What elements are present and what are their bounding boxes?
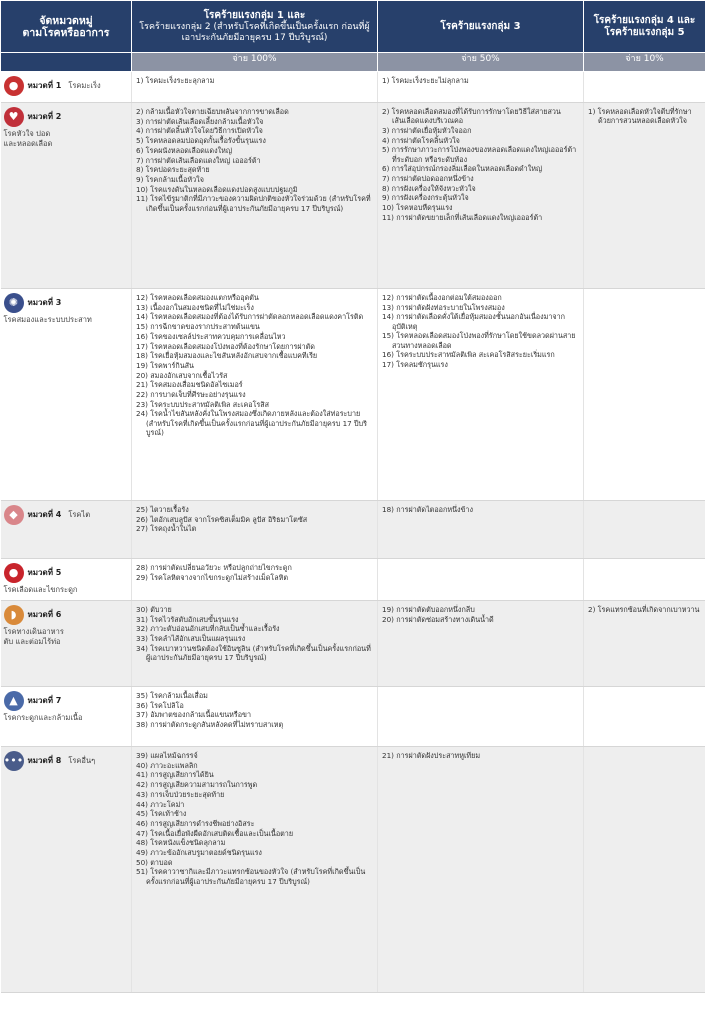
illness-item: 11) โรคไข้รูมาติกที่มีภาวะของความผิดปกติของหัวใจร่วมด้วย (สำหรับโรคที่เกิดขึ้นเป็นครั้งแรกก่อนที่ผู้เอาประกันภัยมีอายุครบ 17 ปีบริบูรณ์): [136, 194, 371, 213]
illness-item: 10) โรคแรงดันในหลอดเลือดแดงปอดสูงแบบปฐมภูมิ: [136, 184, 298, 194]
illness-list: [382, 107, 579, 222]
illness-list: [136, 751, 373, 886]
illness-list-cell-2: [378, 747, 584, 993]
illness-item: 6) การใส่อุปกรณ์กรองลิ่มเลือดในหลอดเลือดดำใหญ่: [382, 164, 543, 174]
illness-item: 13) การผ่าตัดฝังท่อระบายในโพรงสมอง: [382, 302, 505, 312]
illness-item: 39) แผลไหม้ฉกรรจ์: [136, 751, 198, 760]
category-name: หมวดที่ 3: [27, 298, 62, 308]
header-category: จัดหมวดหมู่ ตามโรคหรืออาการ: [1, 1, 132, 53]
illness-item: 9) โรคกล้ามเนื้อหัวใจ: [136, 174, 204, 184]
illness-list-cell-3: [584, 687, 705, 747]
illness-item: 8) การฝังเครื่องให้จังหวะหัวใจ: [382, 183, 476, 193]
illness-list-cell-1: [132, 501, 378, 559]
category-cell: [1, 687, 132, 747]
illness-item: 1) โรคมะเร็งระยะลุกลาม: [136, 76, 215, 85]
illness-item: 17) โรคลมชักรุนแรง: [382, 359, 448, 369]
illness-item: 19) การผ่าตัดตับออกหนึ่งกลีบ: [382, 605, 475, 614]
illness-list: [382, 76, 579, 85]
illness-item: 16) โรคระบบประสาทมัลติเพิล สะเคอโรสิสระยะเริ่มแรก: [382, 350, 555, 360]
header-group-1-2-sub: โรคร้ายแรงกลุ่ม 2 (สำหรับโรคที่เกิดขึ้นเป็นครั้งแรก ก่อนที่ผู้เอาประกันภัยมีอายุครบ 17 ปีบริบูรณ์): [139, 21, 370, 43]
illness-item: 12) การผ่าตัดเนื้องอกต่อมใต้สมองออก: [382, 293, 502, 302]
pay-blank: [1, 53, 132, 72]
illness-item: 44) ภาวะโคม่า: [136, 799, 185, 809]
illness-item: 19) โรคพาร์กินสัน: [136, 360, 194, 370]
category-subtitle: โรคกระดูกและกล้ามเนื้อ: [3, 713, 83, 722]
category-row: [1, 501, 705, 559]
illness-item: 47) โรคเนื้อเยื่อพังผืดอักเสบติดเชื้อและเป็นเนื้อตาย: [136, 828, 294, 838]
category-name: หมวดที่ 8: [27, 756, 62, 766]
illness-item: 34) โรคเบาหวานชนิดต้องใช้อินซูลิน (สำหรับโรคที่เกิดขึ้นเป็นครั้งแรกก่อนที่ผู้เอาประกันภัยมีอายุครบ 17 ปีบริบูรณ์): [136, 643, 371, 663]
illness-item: 8) โรคปอดระยะสุดท้าย: [136, 165, 210, 175]
illness-list-cell-3: [584, 501, 705, 559]
category-icon: •••: [4, 751, 24, 771]
category-cell: [1, 72, 132, 103]
illness-list-cell-3: [584, 289, 705, 501]
header-group-4-5: โรคร้ายแรงกลุ่ม 4 และโรคร้ายแรงกลุ่ม 5: [584, 1, 705, 53]
illness-item: 18) โรคเยื่อหุ้มสมองและไขสันหลังอักเสบจากเชื้อแบคทีเรีย: [136, 351, 318, 361]
illness-item: 51) โรคคาวาซากิและมีภาวะแทรกซ้อนของหัวใจ (สำหรับโรคที่เกิดขึ้นเป็นครั้งแรกก่อนที่ผู้เอาประกันภัยมีอายุครบ 17 ปีบริบูรณ์): [136, 867, 366, 886]
header-group-1-2: [132, 1, 378, 53]
illness-item: 10) โรคหอบหืดรุนแรง: [382, 203, 453, 213]
category-name: หมวดที่ 1: [27, 81, 62, 91]
illness-item: 13) เนื้องอกในสมองชนิดที่ไม่ใช่มะเร็ง: [136, 302, 254, 312]
illness-item: 5) โรคหลอดลมปอดอุดกั้นเรื้อรังขั้นรุนแรง: [136, 136, 266, 146]
illness-item: 45) โรคเท้าช้าง: [136, 809, 187, 819]
illness-item: 1) โรคมะเร็งระยะไม่ลุกลาม: [382, 76, 469, 85]
illness-list: [588, 605, 701, 614]
header-group-1-2-title: โรคร้ายแรงกลุ่ม 1 และ: [203, 9, 306, 21]
illness-item: 2) กล้ามเนื้อหัวใจตายเฉียบพลันจากการขาดเลือด: [136, 107, 289, 116]
illness-item: 16) โรคของเซลล์ประสาทควบคุมการเคลื่อนไหว: [136, 331, 286, 341]
illness-list-cell-1: [132, 103, 378, 289]
category-cell: [1, 601, 132, 687]
illness-list-cell-1: [132, 601, 378, 687]
illness-list-cell-2: [378, 72, 584, 103]
illness-item: 24) โรคน้ำไขสันหลังคั่งในโพรงสมองซึ่งเกิดภายหลังและต้องใส่ท่อระบาย (สำหรับโรคที่เกิดขึ้นเป็นครั้งแรกก่อนที่ผู้เอาประกันภัยมีอายุครบ 17 ปีบริบูรณ์): [136, 409, 367, 437]
illness-list-cell-2: [378, 289, 584, 501]
illness-item: 21) โรคสมองเสื่อมชนิดอัลไซเมอร์: [136, 380, 243, 390]
illness-item: 46) การสูญเสียการดำรงชีพอย่างอิสระ: [136, 818, 255, 828]
illness-item: 2) โรคแทรกซ้อนที่เกิดจากเบาหวาน: [588, 605, 700, 614]
category-subtitle: โรคเลือดและไขกระดูก: [3, 585, 78, 594]
illness-item: 9) การฝังเครื่องกระตุ้นหัวใจ: [382, 193, 469, 203]
illness-item: 27) โรคถุงน้ำในไต: [136, 524, 197, 534]
category-cell: [1, 103, 132, 289]
pay-100: จ่าย 100%: [132, 53, 378, 72]
category-icon: ●: [4, 563, 24, 583]
category-icon: ♥: [4, 107, 24, 127]
illness-list: [588, 107, 701, 125]
illness-list-cell-3: [584, 601, 705, 687]
category-cell: [1, 559, 132, 601]
illness-list-cell-2: [378, 559, 584, 601]
category-name: หมวดที่ 2: [27, 112, 62, 122]
illness-item: 31) โรคไวรัสตับอักเสบขั้นรุนแรง: [136, 614, 239, 624]
illness-item: 41) การสูญเสียการได้ยิน: [136, 770, 214, 780]
category-row: [1, 103, 705, 289]
illness-item: 3) การผ่าตัดเส้นเลือดเลี้ยงกล้ามเนื้อหัวใจ: [136, 116, 264, 126]
illness-item: 1) โรคหลอดเลือดหัวใจตีบที่รักษาด้วยการสวนหลอดเลือดหัวใจ: [588, 107, 692, 126]
illness-item: 26) ไตอักเสบลูปัส จากโรคซิสเต็มมิค ลูปัส อิริธมาโตซัส: [136, 514, 308, 524]
illness-item: 50) ตาบอด: [136, 857, 173, 867]
illness-item: 35) โรคกล้ามเนื้อเสื่อม: [136, 691, 208, 700]
category-name: หมวดที่ 7: [27, 696, 62, 706]
illness-item: 20) การผ่าตัดซ่อมสร้างทางเดินน้ำดี: [382, 614, 494, 624]
pay-10: จ่าย 10%: [584, 53, 705, 72]
illness-item: 15) การฉีกขาดของรากประสาทต้นแขน: [136, 322, 260, 332]
illness-item: 21) การผ่าตัดฝังประสาทหูเทียม: [382, 751, 481, 760]
illness-item: 25) ไตวายเรื้อรัง: [136, 505, 189, 514]
category-icon: ◗: [4, 605, 24, 625]
illness-list-cell-2: [378, 601, 584, 687]
category-icon: ✺: [4, 293, 24, 313]
illness-list-cell-1: [132, 687, 378, 747]
illness-list: [382, 293, 579, 369]
illness-list: [136, 76, 373, 85]
illness-item: 12) โรคหลอดเลือดสมองแตกหรืออุดตัน: [136, 293, 259, 302]
illness-list: [136, 563, 373, 582]
category-row: [1, 559, 705, 601]
illness-item: 38) การผ่าตัดกระดูกสันหลังคดที่ไม่ทราบสาเหตุ: [136, 720, 284, 730]
pay-50: จ่าย 50%: [378, 53, 584, 72]
illness-list-cell-3: [584, 103, 705, 289]
illness-item: 33) โรคลำไส้อักเสบเป็นแผลรุนแรง: [136, 634, 246, 644]
illness-item: 6) โรคผนังหลอดเลือดแดงใหญ่: [136, 145, 232, 155]
illness-list: [136, 107, 373, 213]
category-row: [1, 747, 705, 993]
illness-list-cell-1: [132, 289, 378, 501]
illness-item: 15) โรคหลอดเลือดสมองโป่งพองที่รักษาโดยใช้ขดลวดผ่านสายสวนทางหลอดเลือด: [382, 331, 576, 350]
illness-list-cell-3: [584, 747, 705, 993]
illness-list-cell-2: [378, 501, 584, 559]
illness-item: 14) โรคหลอดเลือดสมองที่ต้องได้รับการผ่าตัดลอกหลอดเลือดแดงคาโรติด: [136, 312, 364, 322]
illness-list-cell-2: [378, 103, 584, 289]
illness-list: [136, 505, 373, 534]
illness-item: 49) ภาวะข้ออักเสบรูมาตอยด์ชนิดรุนแรง: [136, 848, 262, 858]
category-icon: ◆: [4, 505, 24, 525]
illness-item: 5) การรักษาภาวะการโป่งพองของหลอดเลือดแดงใหญ่เอออร์ต้าที่ระดับอก หรือระดับท้อง: [382, 145, 577, 164]
category-row: [1, 289, 705, 501]
illness-item: 43) การเจ็บป่วยระยะสุดท้าย: [136, 789, 225, 799]
illness-item: 11) การผ่าตัดขยายเล็กที่เส้นเลือดแดงใหญ่เอออร์ต้า: [382, 212, 543, 222]
category-name: หมวดที่ 5: [27, 568, 62, 578]
illness-list: [136, 691, 373, 729]
illness-list: [136, 605, 373, 662]
illness-item: 18) การผ่าตัดไตออกหนึ่งข้าง: [382, 505, 473, 514]
illness-list-cell-3: [584, 559, 705, 601]
illness-item: 48) โรคหนังแข็งชนิดลุกลาม: [136, 838, 226, 848]
category-hint: โรคอื่นๆ: [68, 756, 96, 766]
illness-item: 30) ตับวาย: [136, 605, 172, 614]
illness-item: 7) การผ่าตัดปอดออกหนึ่งข้าง: [382, 173, 474, 183]
illness-item: 28) การผ่าตัดเปลี่ยนอวัยวะ หรือปลูกถ่ายไขกระดูก: [136, 563, 292, 572]
category-icon: ▲: [4, 691, 24, 711]
illness-list-cell-3: [584, 72, 705, 103]
illness-item: 7) การผ่าตัดเส้นเลือดแดงใหญ่ เอออร์ต้า: [136, 155, 261, 165]
illness-item: 40) ภาวะอะแพลลิก: [136, 760, 198, 770]
illness-list: [382, 505, 579, 514]
illness-list-cell-1: [132, 72, 378, 103]
category-icon: ●: [4, 76, 24, 96]
category-subtitle: โรคหัวใจ ปอด และหลอดเลือด: [3, 129, 53, 148]
illness-item: 14) การผ่าตัดเลือดคั่งใต้เยื่อหุ้มสมองชั้นนอกอันเนื่องมาจากอุบัติเหตุ: [382, 312, 565, 331]
illness-item: 4) การผ่าตัดโรคลิ้นหัวใจ: [382, 135, 460, 145]
category-row: [1, 687, 705, 747]
category-cell: [1, 501, 132, 559]
illness-item: 22) การบาดเจ็บที่ศีรษะอย่างรุนแรง: [136, 390, 246, 400]
illness-list: [382, 751, 579, 760]
category-hint: โรคไต: [68, 510, 91, 520]
illness-list-cell-2: [378, 687, 584, 747]
illness-list: [382, 605, 579, 624]
illness-item: 23) โรคระบบประสาทมัลติเพิล สะเคอโรสิส: [136, 399, 270, 409]
category-cell: [1, 289, 132, 501]
illness-item: 17) โรคหลอดเลือดสมองโป่งพองที่ต้องรักษาโดยการผ่าตัด: [136, 341, 315, 351]
illness-item: 32) ภาวะตับอ่อนอักเสบที่กลับเป็นซ้ำและเรื้อรัง: [136, 624, 280, 634]
header-group-3: โรคร้ายแรงกลุ่ม 3: [378, 1, 584, 53]
illness-list-cell-1: [132, 559, 378, 601]
illness-item: 29) โรคโลหิตจางจากไขกระดูกไม่สร้างเม็ดโลหิต: [136, 572, 289, 582]
illness-list: [136, 293, 373, 437]
category-subtitle: โรคทางเดินอาหาร ตับ และต่อมไร้ท่อ: [3, 627, 64, 646]
category-name: หมวดที่ 4: [27, 510, 62, 520]
category-row: [1, 601, 705, 687]
category-row: [1, 72, 705, 103]
illness-item: 36) โรคโปลิโอ: [136, 700, 184, 710]
illness-item: 42) การสูญเสียความสามารถในการพูด: [136, 780, 258, 790]
illness-item: 2) โรคหลอดเลือดสมองที่ได้รับการรักษาโดยวิธีใส่สายสวนเส้นเลือดแดงบริเวณคอ: [382, 107, 561, 126]
category-name: หมวดที่ 6: [27, 610, 62, 620]
illness-item: 4) การผ่าตัดลิ้นหัวใจโดยวิธีการเปิดหัวใจ: [136, 126, 263, 136]
illness-list-cell-1: [132, 747, 378, 993]
category-cell: [1, 747, 132, 993]
illness-item: 37) อัมพาตของกล้ามเนื้อแขนหรือขา: [136, 710, 252, 720]
category-subtitle: โรคสมองและระบบประสาท: [3, 315, 92, 324]
illness-item: 3) การผ่าตัดเยื่อหุ้มหัวใจออก: [382, 125, 472, 135]
illness-item: 20) สมองอักเสบจากเชื้อไวรัส: [136, 370, 228, 380]
category-hint: โรคมะเร็ง: [68, 81, 101, 91]
